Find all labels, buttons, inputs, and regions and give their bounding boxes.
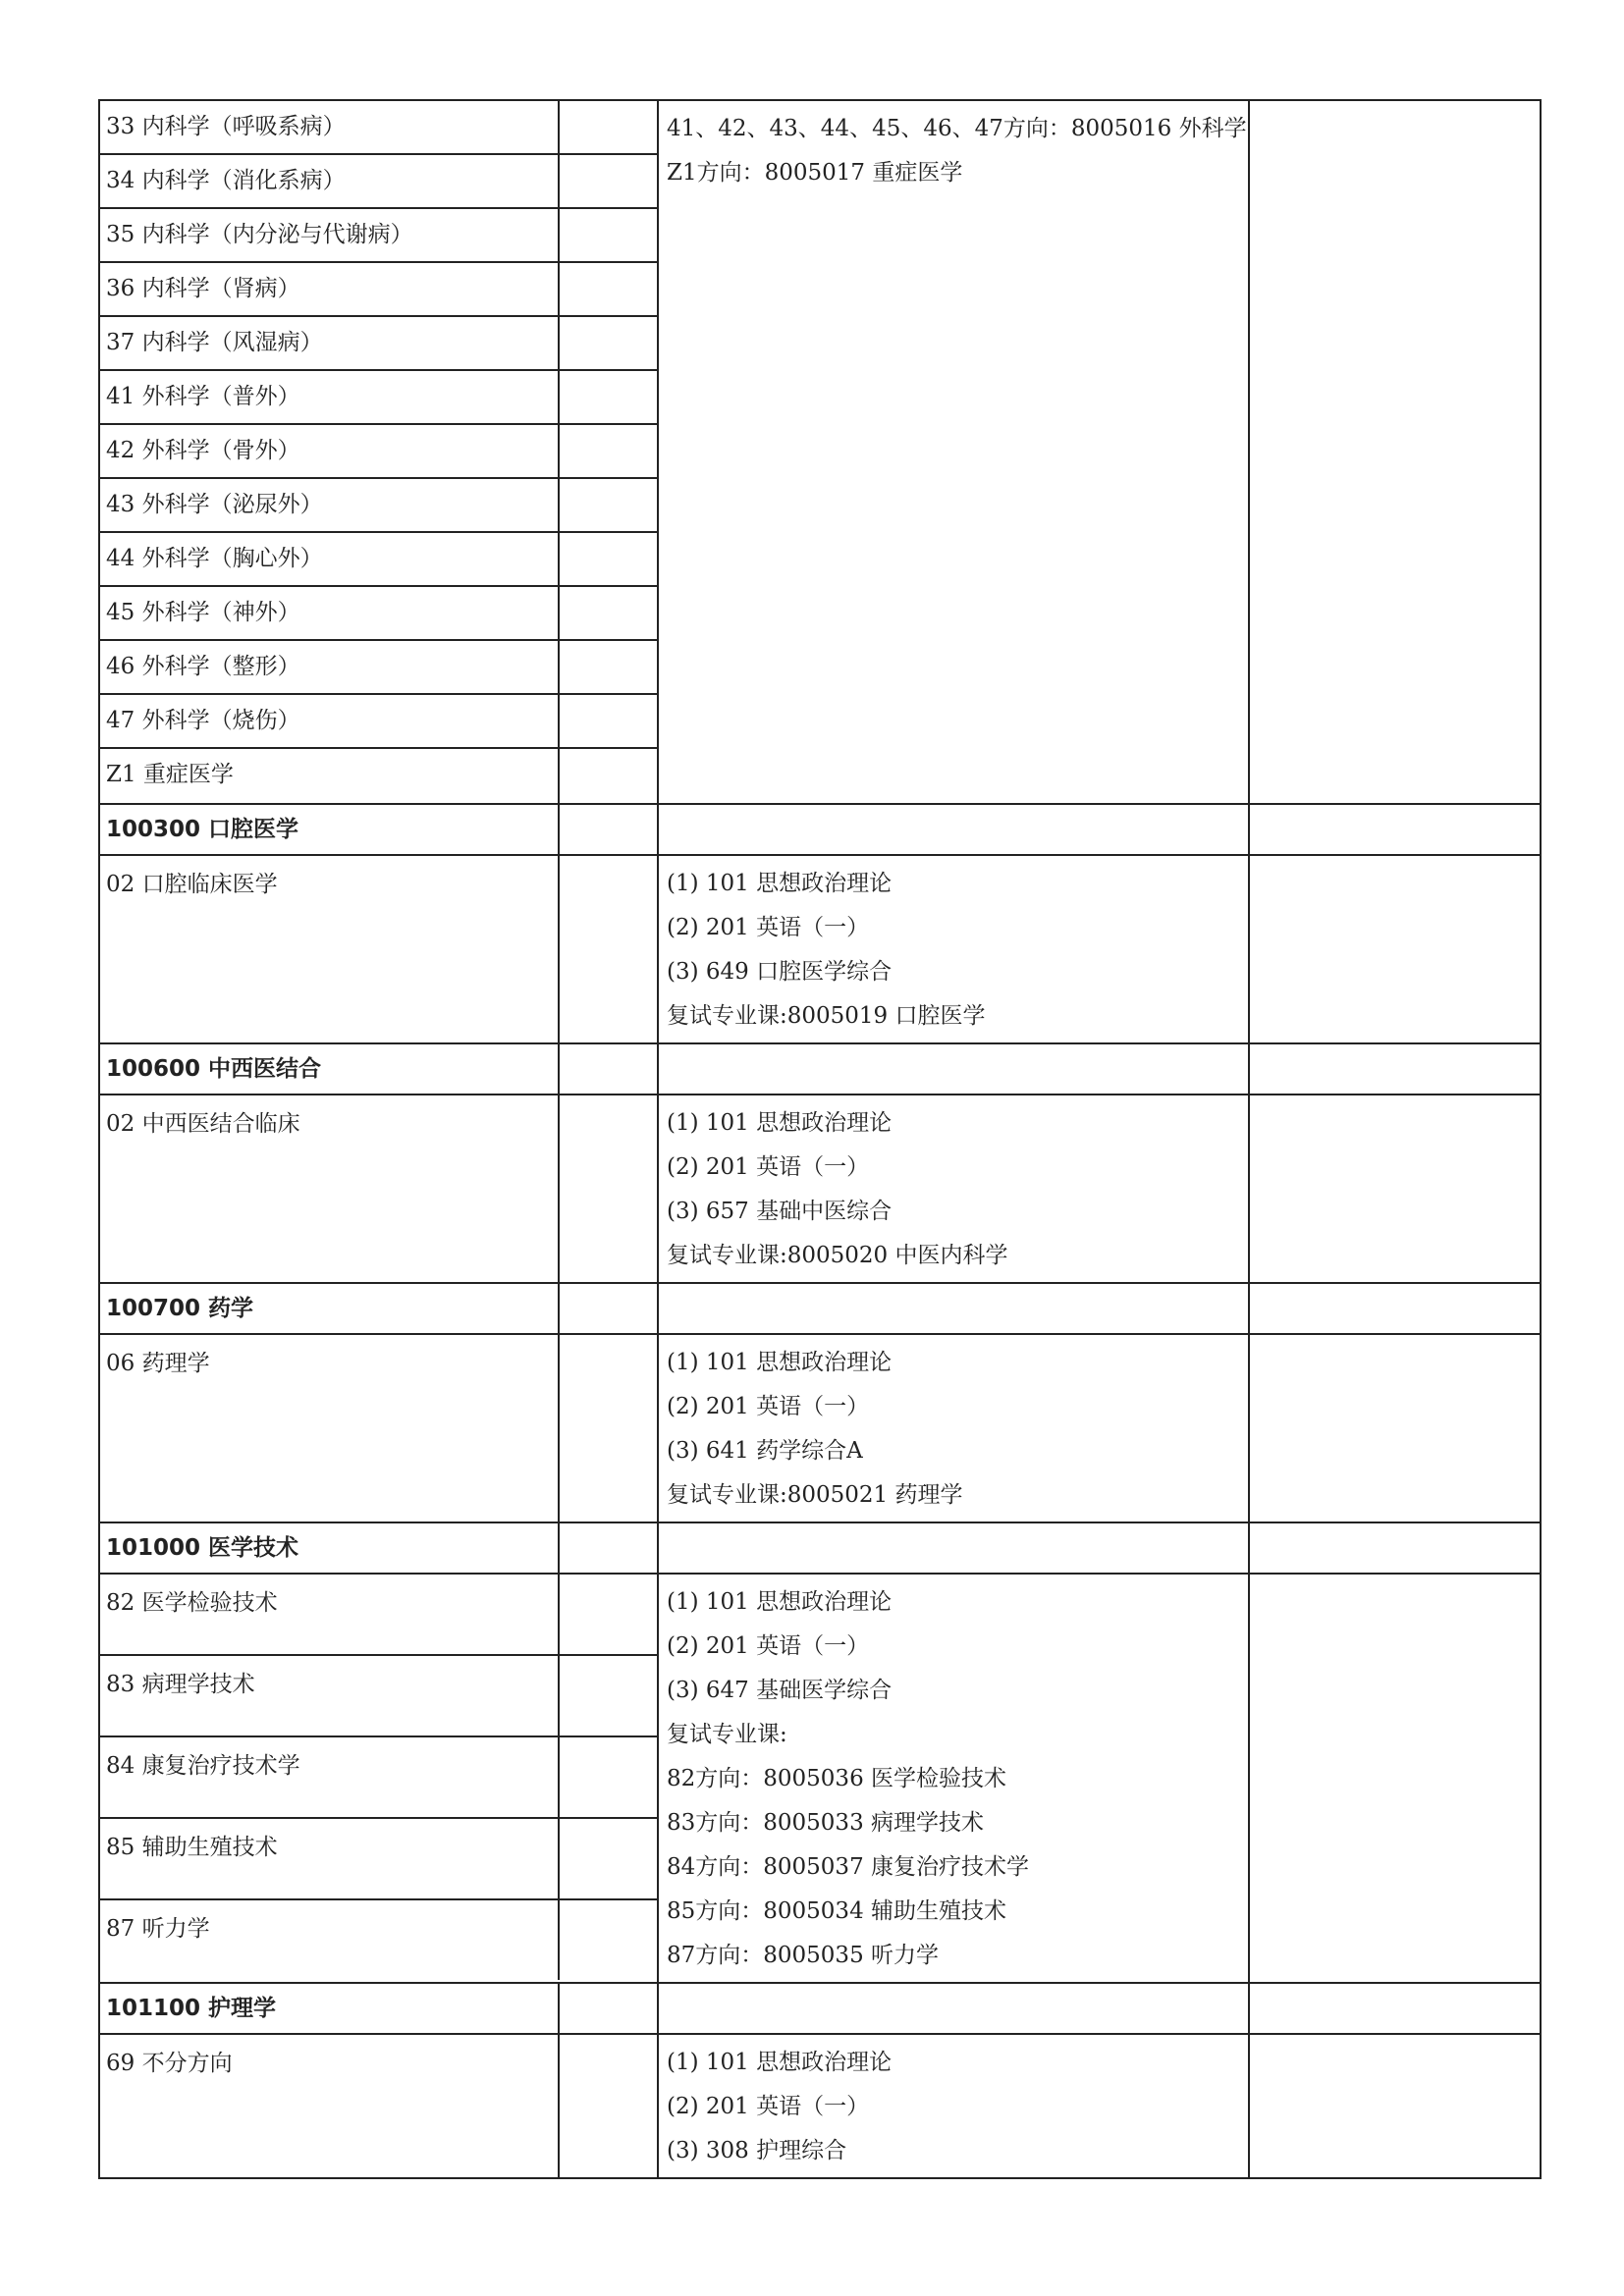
exam-subjects-cell [658,100,1249,804]
exam-line: (2) 201 英语（一） [667,1154,870,1180]
direction-label: 46 外科学（整形） [106,654,300,679]
direction-label: 84 康复治疗技术学 [106,1753,300,1779]
direction-label: Z1 重症医学 [106,762,234,787]
direction-list [99,1574,658,1983]
direction-row [100,263,657,317]
exam-line: 复试专业课:8005019 口腔医学 [667,1003,986,1029]
table-row [99,855,1541,1043]
direction-row [100,641,657,695]
exam-line: 87方向：8005035 听力学 [667,1943,940,1968]
major-row [99,1983,1541,2034]
direction-label: 02 口腔临床医学 [106,872,278,897]
direction-label: 35 内科学（内分泌与代谢病） [106,222,413,247]
major-title: 100700 药学 [106,1296,254,1321]
major-title: 101100 护理学 [106,1996,277,2021]
direction-label: 34 内科学（消化系病） [106,168,346,193]
major-row [99,1283,1541,1334]
table-row [99,1574,1541,1983]
major-row [99,804,1541,855]
exam-line: 复试专业课: [667,1722,787,1747]
direction-label: 06 药理学 [106,1351,210,1376]
direction-label: 43 外科学（泌尿外） [106,492,323,517]
direction-row [100,749,657,803]
direction-row [100,101,657,155]
exam-line: (1) 101 思想政治理论 [667,2050,893,2075]
exam-line: (3) 657 基础中医综合 [667,1199,893,1224]
admission-table [98,99,1542,2179]
direction-label: 41 外科学（普外） [106,384,300,409]
exam-line: (2) 201 英语（一） [667,1394,870,1419]
direction-label: 45 外科学（神外） [106,600,300,625]
exam-line: 复试专业课:8005021 药理学 [667,1482,963,1508]
table-row [99,1095,1541,1283]
exam-line: (1) 101 思想政治理论 [667,1350,893,1375]
direction-row [100,587,657,641]
exam-line: (2) 201 英语（一） [667,2094,870,2119]
direction-row [100,695,657,749]
direction-label: 33 内科学（呼吸系病） [106,114,346,139]
table-row [99,2034,1541,2178]
exam-line: 85方向：8005034 辅助生殖技术 [667,1898,1007,1924]
major-row [99,1043,1541,1095]
direction-label: 02 中西医结合临床 [106,1111,300,1137]
exam-line: 复试专业课:8005020 中医内科学 [667,1243,1008,1268]
remarks-cell [1249,100,1541,804]
major-row [99,1522,1541,1574]
direction-row [100,317,657,371]
major-title: 101000 医学技术 [106,1535,299,1561]
exam-line: (1) 101 思想政治理论 [667,1110,893,1136]
exam-line: (3) 649 口腔医学综合 [667,959,893,985]
exam-line: (1) 101 思想政治理论 [667,1589,893,1615]
direction-label: 69 不分方向 [106,2051,233,2076]
direction-label: 83 病理学技术 [106,1672,255,1697]
major-title: 100600 中西医结合 [106,1056,322,1082]
exam-line: 83方向：8005033 病理学技术 [667,1810,985,1836]
direction-list [99,100,658,804]
direction-row [100,371,657,425]
exam-line: (3) 647 基础医学综合 [667,1678,893,1703]
exam-line: (2) 201 英语（一） [667,915,870,940]
exam-line: (2) 201 英语（一） [667,1633,870,1659]
direction-row [100,533,657,587]
direction-label: 85 辅助生殖技术 [106,1835,278,1860]
major-title: 100300 口腔医学 [106,817,299,842]
table-row [99,100,1541,804]
exam-line: 41、42、43、44、45、46、47方向：8005016 外科学 [667,116,1247,141]
exam-line: 82方向：8005036 医学检验技术 [667,1766,1007,1791]
exam-line: Z1方向：8005017 重症医学 [667,160,963,186]
direction-row [100,425,657,479]
direction-row [100,479,657,533]
direction-label: 44 外科学（胸心外） [106,546,323,571]
direction-label: 36 内科学（肾病） [106,276,300,301]
exam-line: (3) 641 药学综合A [667,1438,863,1464]
direction-label: 42 外科学（骨外） [106,438,300,463]
table-row [99,1334,1541,1522]
direction-label: 37 内科学（风湿病） [106,330,323,355]
exam-line: (1) 101 思想政治理论 [667,871,893,896]
direction-row [100,155,657,209]
direction-label: 87 听力学 [106,1916,210,1942]
direction-label: 82 医学检验技术 [106,1590,278,1616]
direction-label: 47 外科学（烧伤） [106,708,300,733]
exam-line: 84方向：8005037 康复治疗技术学 [667,1854,1030,1880]
exam-line: (3) 308 护理综合 [667,2138,847,2163]
direction-row [100,209,657,263]
